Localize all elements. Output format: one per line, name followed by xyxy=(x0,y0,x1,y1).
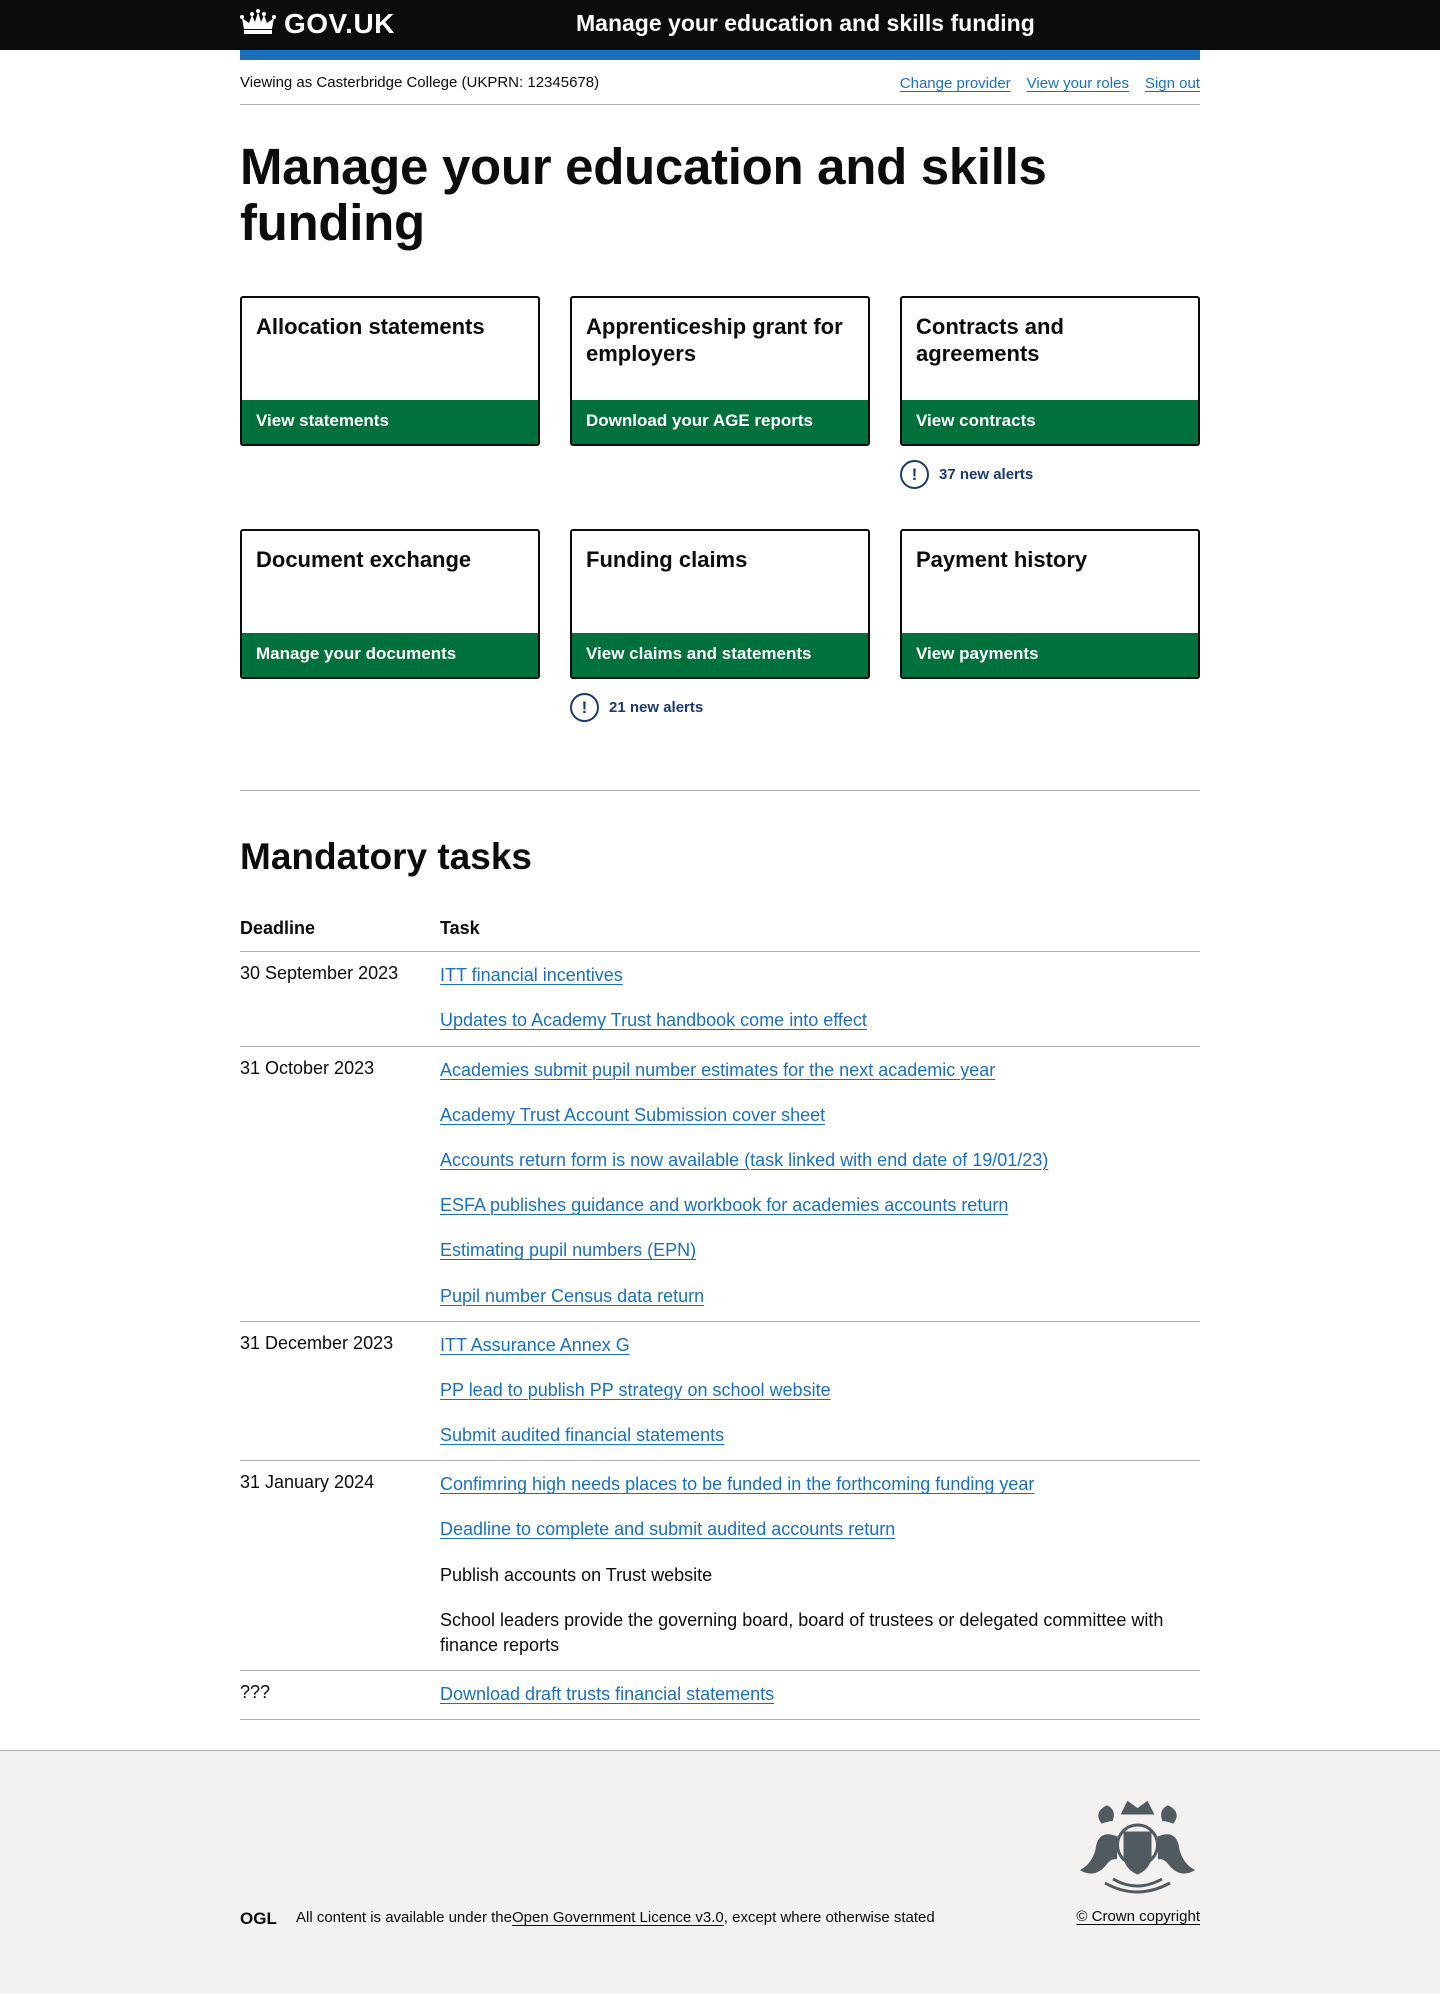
view-roles-link[interactable]: View your roles xyxy=(1026,75,1129,92)
list-item xyxy=(440,1608,1200,1658)
card-title: Contracts and agreements xyxy=(916,314,1064,367)
logo-text: GOV.UK xyxy=(284,8,395,39)
task-column-header: Task xyxy=(440,918,1200,952)
account-bar xyxy=(240,60,1200,105)
open-government-licence-link[interactable]: Open Government Licence v3.0 xyxy=(511,1909,724,1926)
manage-documents-button[interactable]: Manage your documents xyxy=(242,633,538,677)
list-item xyxy=(440,1008,1200,1033)
list-item xyxy=(440,1148,1200,1173)
task-link[interactable]: Submit audited financial statements xyxy=(440,1425,725,1446)
page-title: Manage your education and skills funding xyxy=(240,138,1047,252)
task-link[interactable]: Updates to Academy Trust handbook come into effect xyxy=(440,1010,867,1031)
task-link[interactable]: Pupil number Census data return xyxy=(440,1285,705,1306)
section-divider xyxy=(240,790,1200,791)
card-funding-claims xyxy=(570,529,870,679)
change-provider-link[interactable]: Change provider xyxy=(899,75,1011,92)
viewing-as-text: Viewing as Casterbridge College (UKPRN: 12345678) xyxy=(240,74,600,91)
list-item xyxy=(440,963,1200,988)
list-item xyxy=(440,1103,1200,1128)
task-text: School leaders provide the governing board, board of trustees or delegated committee with finance reports xyxy=(440,1609,1164,1655)
task-link[interactable]: Academies submit pupil number estimates for the next academic year xyxy=(440,1059,996,1080)
card-apprenticeship-grant xyxy=(570,296,870,446)
govuk-logo-link[interactable] xyxy=(240,8,395,40)
list-item xyxy=(440,1238,1200,1263)
table-row xyxy=(240,952,1200,1046)
task-link[interactable]: Academy Trust Account Submission cover sheet xyxy=(440,1104,826,1125)
card-contracts-agreements xyxy=(900,296,1200,446)
task-link[interactable]: Deadline to complete and submit audited accounts return xyxy=(440,1519,896,1540)
card-title: Payment history xyxy=(916,547,1088,573)
mandatory-tasks-table xyxy=(240,918,1200,1720)
claims-alert[interactable] xyxy=(570,693,870,722)
tasks-cell xyxy=(440,1046,1200,1321)
list-item xyxy=(440,1563,1200,1588)
task-link[interactable]: ITT financial incentives xyxy=(440,965,623,986)
sign-out-link[interactable]: Sign out xyxy=(1144,75,1200,92)
card-title: Allocation statements xyxy=(256,314,485,340)
service-name-link[interactable]: Manage your education and skills funding xyxy=(576,10,1035,36)
contracts-alert[interactable] xyxy=(900,460,1200,489)
table-row xyxy=(240,1671,1200,1720)
task-link[interactable]: Download draft trusts financial statements xyxy=(440,1684,775,1705)
task-link[interactable]: Estimating pupil numbers (EPN) xyxy=(440,1240,697,1261)
view-claims-button[interactable]: View claims and statements xyxy=(572,633,868,677)
header-blue-bar xyxy=(240,50,1200,60)
view-contracts-button[interactable]: View contracts xyxy=(902,400,1198,444)
list-item xyxy=(440,1193,1200,1218)
card-cell xyxy=(570,296,870,529)
mandatory-tasks-heading: Mandatory tasks xyxy=(240,836,532,878)
card-cell xyxy=(900,296,1200,529)
alert-text: 21 new alerts xyxy=(609,699,704,717)
licence-notice xyxy=(240,1909,935,1926)
exclamation-icon: ! xyxy=(570,693,599,722)
list-item xyxy=(440,1378,1200,1403)
task-link[interactable]: ESFA publishes guidance and workbook for academies accounts return xyxy=(440,1195,1009,1216)
card-allocation-statements xyxy=(240,296,540,446)
view-statements-button[interactable]: View statements xyxy=(242,400,538,444)
card-cell xyxy=(570,529,870,762)
card-cell xyxy=(900,529,1200,762)
task-link[interactable]: Confimring high needs places to be funded in the forthcoming funding year xyxy=(440,1474,1035,1495)
card-title: Document exchange xyxy=(256,547,472,573)
deadline-cell: 31 January 2024 xyxy=(240,1461,440,1671)
list-item xyxy=(440,1517,1200,1542)
alert-text: 37 new alerts xyxy=(939,466,1034,484)
card-cell xyxy=(240,296,540,529)
exclamation-icon: ! xyxy=(900,460,929,489)
list-item xyxy=(440,1058,1200,1083)
table-row xyxy=(240,1321,1200,1461)
list-item xyxy=(440,1423,1200,1448)
task-text: Publish accounts on Trust website xyxy=(440,1564,713,1585)
list-item xyxy=(440,1284,1200,1309)
task-link[interactable]: ITT Assurance Annex G xyxy=(440,1334,630,1355)
card-payment-history xyxy=(900,529,1200,679)
site-header xyxy=(0,0,1440,50)
site-footer xyxy=(0,1750,1440,1993)
list-item xyxy=(440,1682,1200,1707)
account-links xyxy=(900,75,1200,92)
card-document-exchange xyxy=(240,529,540,679)
crown-copyright-link[interactable]: © Crown copyright xyxy=(1076,1908,1200,1925)
task-link[interactable]: PP lead to publish PP strategy on school website xyxy=(440,1379,831,1400)
list-item xyxy=(440,1333,1200,1358)
task-link[interactable]: Accounts return form is now available (task linked with end date of 19/01/23) xyxy=(440,1149,1049,1170)
deadline-cell: 31 October 2023 xyxy=(240,1046,440,1321)
card-title: Funding claims xyxy=(586,547,748,573)
tasks-cell xyxy=(440,952,1200,1046)
list-item xyxy=(440,1472,1200,1497)
deadline-column-header: Deadline xyxy=(240,918,440,952)
table-row xyxy=(240,1046,1200,1321)
royal-coat-of-arms-icon xyxy=(1075,1793,1200,1897)
licence-prefix: All content is available under the xyxy=(296,1909,512,1926)
tasks-cell xyxy=(440,1461,1200,1671)
tasks-cell xyxy=(440,1321,1200,1461)
ogl-logo-icon xyxy=(240,1909,281,1926)
tasks-cell xyxy=(440,1671,1200,1720)
ogl-logo-text: OGL xyxy=(240,1909,277,1926)
table-row xyxy=(240,1461,1200,1671)
deadline-cell: 30 September 2023 xyxy=(240,952,440,1046)
deadline-cell: ??? xyxy=(240,1671,440,1720)
service-cards xyxy=(240,296,1200,762)
crown-icon xyxy=(240,9,276,39)
view-payments-button[interactable]: View payments xyxy=(902,633,1198,677)
licence-suffix: , except where otherwise stated xyxy=(723,1909,935,1926)
deadline-cell: 31 December 2023 xyxy=(240,1321,440,1461)
card-cell xyxy=(240,529,540,762)
download-age-reports-button[interactable]: Download your AGE reports xyxy=(572,400,868,444)
card-title: Apprenticeship grant for employers xyxy=(586,314,843,367)
